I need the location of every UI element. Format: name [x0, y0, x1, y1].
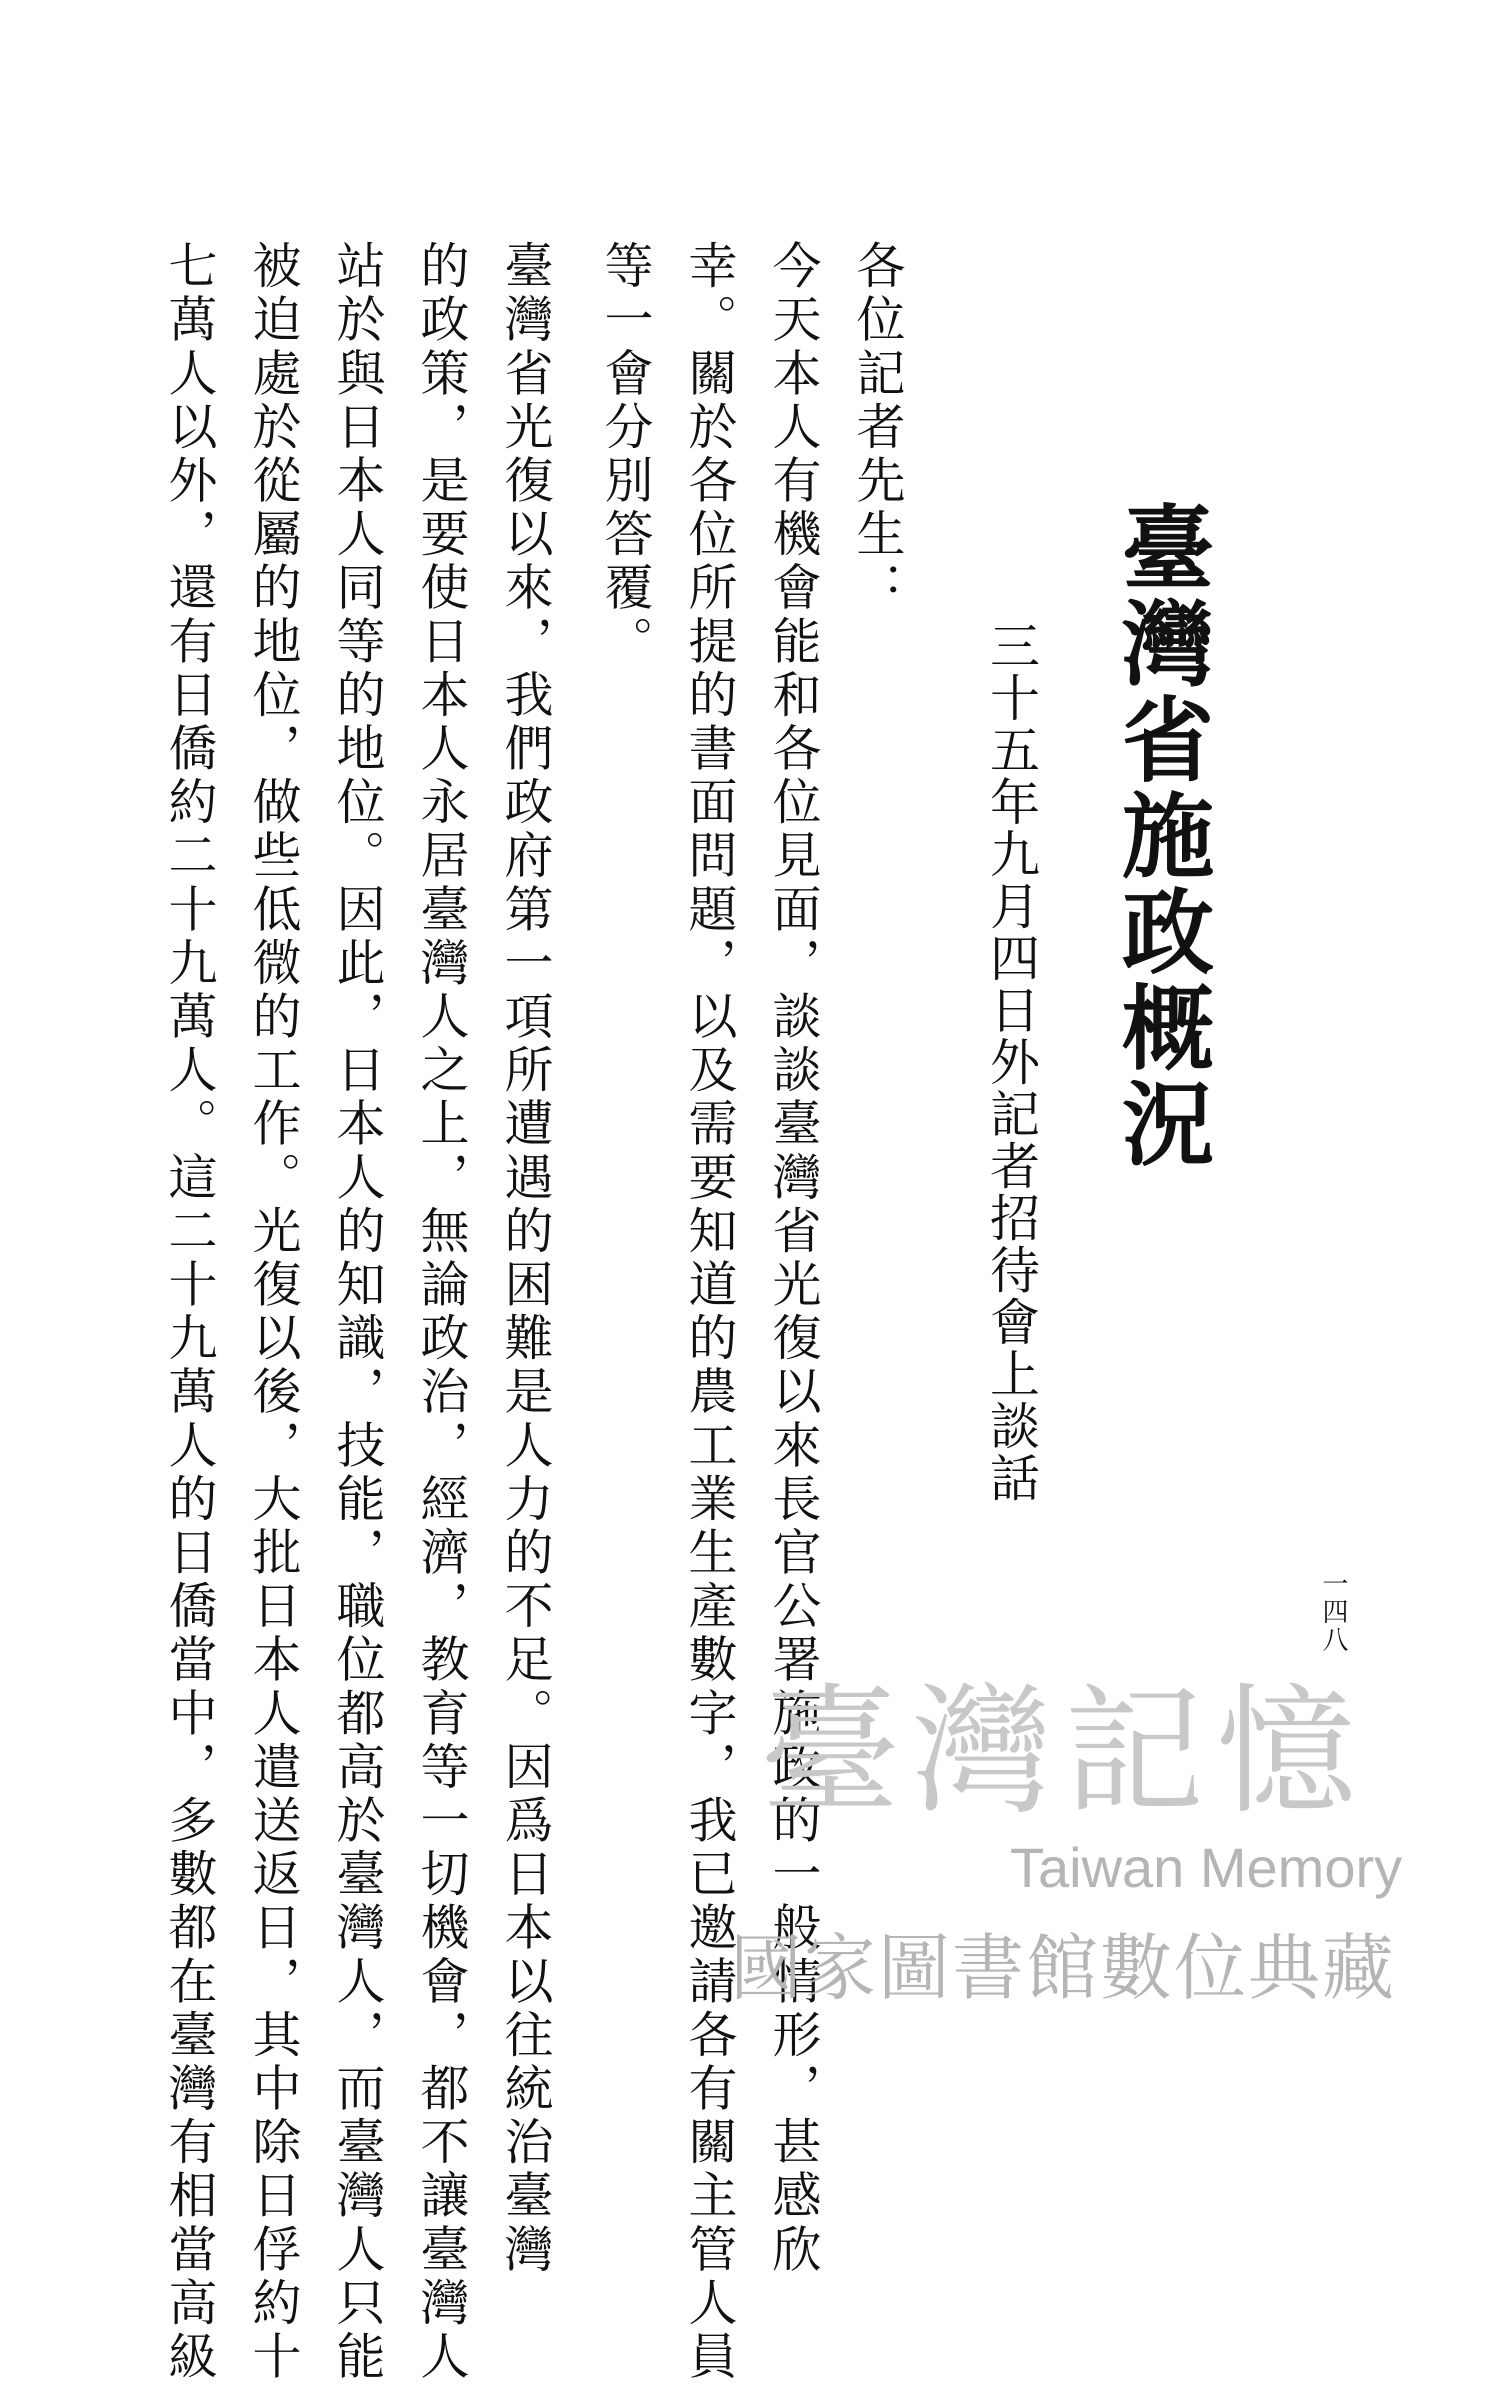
- watermark: [730, 1640, 1430, 2020]
- body-line: 幸。關於各位所提的書面問題，以及需要知道的農工業生產數字，我已邀請各有關主管人員: [681, 240, 738, 2384]
- watermark-institution: 國家圖書館數位典藏: [730, 1926, 1397, 2010]
- document-subtitle: 三十五年九月四日外記者招待會上談話: [982, 620, 1040, 1504]
- body-line: 今天本人有機會能和各位見面，談談臺灣省光復以來長官公署施政的一般情形，甚感欣: [765, 240, 822, 2277]
- salutation-line: 各位記者先生：: [849, 240, 906, 616]
- body-line: 站於與日本人同等的地位。因此，日本人的知識，技能，職位都高於臺灣人，而臺灣人只能: [329, 240, 386, 2384]
- body-line: 的政策，是要使日本人永居臺灣人之上，無論政治，經濟，教育等一切機會，都不讓臺灣人: [413, 240, 470, 2384]
- watermark-english: Taiwan Memory: [1010, 1836, 1403, 1899]
- body-line: 臺灣省光復以來，我們政府第一項所遭遇的困難是人力的不足。因爲日本以往統治臺灣: [497, 240, 554, 2277]
- body-line: 等一會分別答覆。: [597, 240, 654, 669]
- body-line: 七萬人以外，還有日僑約二十九萬人。這二十九萬人的日僑當中，多數都在臺灣有相當高級: [161, 240, 218, 2384]
- page-number: 一四八: [1318, 1570, 1348, 1654]
- document-title: 臺灣省施政概況: [1107, 500, 1215, 1172]
- watermark-logo-chars: 臺灣記憶: [760, 1671, 1369, 1834]
- body-line: 被迫處於從屬的地位，做些低微的工作。光復以後，大批日本人遣送返日，其中除日俘約十: [245, 240, 302, 2384]
